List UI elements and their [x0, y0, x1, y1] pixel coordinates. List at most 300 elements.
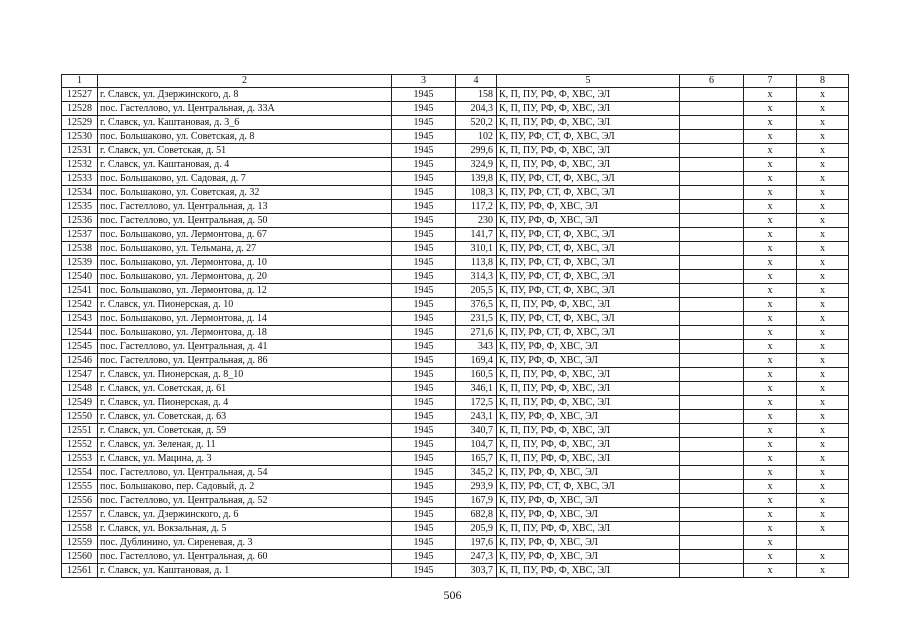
area-cell: 231,5	[456, 312, 497, 326]
area-cell: 230	[456, 214, 497, 228]
area-cell: 139,8	[456, 172, 497, 186]
table-row	[62, 438, 849, 452]
year-cell: 1945	[392, 340, 456, 354]
record-number-cell: 12558	[62, 522, 98, 536]
address-cell: г. Славск, ул. Дзержинского, д. 8	[98, 88, 392, 102]
column-7-cell: х	[744, 158, 797, 172]
table-row	[62, 424, 849, 438]
column-7-cell: х	[744, 116, 797, 130]
column-6-cell	[680, 424, 744, 438]
column-8-cell: х	[797, 480, 849, 494]
record-number-cell: 12560	[62, 550, 98, 564]
column-header: 5	[497, 75, 680, 88]
table-row	[62, 340, 849, 354]
area-cell: 205,5	[456, 284, 497, 298]
address-cell: пос. Дублинино, ул. Сиреневая, д. 3	[98, 536, 392, 550]
address-cell: пос. Гастеллово, ул. Центральная, д. 60	[98, 550, 392, 564]
table-row	[62, 564, 849, 578]
table-row	[62, 186, 849, 200]
column-8-cell: х	[797, 340, 849, 354]
column-6-cell	[680, 172, 744, 186]
area-cell: 293,9	[456, 480, 497, 494]
record-number-cell: 12541	[62, 284, 98, 298]
year-cell: 1945	[392, 508, 456, 522]
year-cell: 1945	[392, 424, 456, 438]
year-cell: 1945	[392, 284, 456, 298]
area-cell: 343	[456, 340, 497, 354]
column-7-cell: х	[744, 508, 797, 522]
column-8-cell: х	[797, 452, 849, 466]
table-row	[62, 102, 849, 116]
column-7-cell: х	[744, 130, 797, 144]
column-7-cell: х	[744, 340, 797, 354]
address-cell: пос. Гастеллово, ул. Центральная, д. 41	[98, 340, 392, 354]
column-7-cell: х	[744, 172, 797, 186]
area-cell: 520,2	[456, 116, 497, 130]
address-cell: пос. Большаково, ул. Лермонтова, д. 20	[98, 270, 392, 284]
year-cell: 1945	[392, 228, 456, 242]
record-number-cell: 12550	[62, 410, 98, 424]
year-cell: 1945	[392, 312, 456, 326]
column-7-cell: х	[744, 214, 797, 228]
codes-cell: К, ПУ, РФ, СТ, Ф, ХВС, ЭЛ	[497, 270, 680, 284]
codes-cell: К, П, ПУ, РФ, Ф, ХВС, ЭЛ	[497, 564, 680, 578]
column-6-cell	[680, 410, 744, 424]
column-8-cell: х	[797, 172, 849, 186]
column-7-cell: х	[744, 466, 797, 480]
area-cell: 346,1	[456, 382, 497, 396]
address-cell: пос. Большаково, ул. Советская, д. 32	[98, 186, 392, 200]
area-cell: 324,9	[456, 158, 497, 172]
table-row	[62, 214, 849, 228]
column-6-cell	[680, 522, 744, 536]
table-row	[62, 550, 849, 564]
year-cell: 1945	[392, 88, 456, 102]
table-row	[62, 284, 849, 298]
column-8-cell: х	[797, 214, 849, 228]
address-cell: пос. Большаково, ул. Лермонтова, д. 67	[98, 228, 392, 242]
column-7-cell: х	[744, 494, 797, 508]
table-row	[62, 256, 849, 270]
year-cell: 1945	[392, 536, 456, 550]
codes-cell: К, П, ПУ, РФ, Ф, ХВС, ЭЛ	[497, 102, 680, 116]
address-cell: г. Славск, ул. Зеленая, д. 11	[98, 438, 392, 452]
record-number-cell: 12549	[62, 396, 98, 410]
year-cell: 1945	[392, 172, 456, 186]
address-cell: г. Славск, ул. Каштановая, д. 4	[98, 158, 392, 172]
area-cell: 141,7	[456, 228, 497, 242]
column-8-cell: х	[797, 396, 849, 410]
column-8-cell: х	[797, 242, 849, 256]
column-6-cell	[680, 242, 744, 256]
codes-cell: К, ПУ, РФ, СТ, Ф, ХВС, ЭЛ	[497, 284, 680, 298]
address-cell: пос. Большаково, ул. Лермонтова, д. 14	[98, 312, 392, 326]
year-cell: 1945	[392, 382, 456, 396]
column-8-cell: х	[797, 102, 849, 116]
area-cell: 204,3	[456, 102, 497, 116]
record-number-cell: 12536	[62, 214, 98, 228]
column-7-cell: х	[744, 438, 797, 452]
codes-cell: К, ПУ, РФ, Ф, ХВС, ЭЛ	[497, 508, 680, 522]
column-6-cell	[680, 564, 744, 578]
column-7-cell: х	[744, 88, 797, 102]
codes-cell: К, ПУ, РФ, СТ, Ф, ХВС, ЭЛ	[497, 186, 680, 200]
table-row	[62, 508, 849, 522]
column-6-cell	[680, 508, 744, 522]
column-8-cell: х	[797, 130, 849, 144]
year-cell: 1945	[392, 438, 456, 452]
column-8-cell: х	[797, 298, 849, 312]
record-number-cell: 12559	[62, 536, 98, 550]
record-number-cell: 12533	[62, 172, 98, 186]
codes-cell: К, ПУ, РФ, СТ, Ф, ХВС, ЭЛ	[497, 312, 680, 326]
column-7-cell: х	[744, 102, 797, 116]
area-cell: 160,5	[456, 368, 497, 382]
codes-cell: К, ПУ, РФ, Ф, ХВС, ЭЛ	[497, 410, 680, 424]
codes-cell: К, П, ПУ, РФ, Ф, ХВС, ЭЛ	[497, 158, 680, 172]
area-cell: 113,8	[456, 256, 497, 270]
column-7-cell: х	[744, 368, 797, 382]
column-7-cell: х	[744, 256, 797, 270]
column-6-cell	[680, 452, 744, 466]
column-8-cell: х	[797, 438, 849, 452]
year-cell: 1945	[392, 144, 456, 158]
column-6-cell	[680, 494, 744, 508]
column-8-cell: х	[797, 564, 849, 578]
column-7-cell: х	[744, 480, 797, 494]
table-row	[62, 144, 849, 158]
table-row	[62, 158, 849, 172]
codes-cell: К, П, ПУ, РФ, Ф, ХВС, ЭЛ	[497, 382, 680, 396]
year-cell: 1945	[392, 298, 456, 312]
column-6-cell	[680, 228, 744, 242]
column-6-cell	[680, 326, 744, 340]
record-number-cell: 12535	[62, 200, 98, 214]
record-number-cell: 12537	[62, 228, 98, 242]
record-number-cell: 12552	[62, 438, 98, 452]
table-body	[62, 75, 849, 578]
column-7-cell: х	[744, 424, 797, 438]
column-7-cell: х	[744, 326, 797, 340]
column-7-cell: х	[744, 144, 797, 158]
codes-cell: К, ПУ, РФ, СТ, Ф, ХВС, ЭЛ	[497, 480, 680, 494]
table-row	[62, 410, 849, 424]
codes-cell: К, ПУ, РФ, Ф, ХВС, ЭЛ	[497, 200, 680, 214]
column-6-cell	[680, 102, 744, 116]
column-header: 1	[62, 75, 98, 88]
codes-cell: К, ПУ, РФ, Ф, ХВС, ЭЛ	[497, 340, 680, 354]
area-cell: 243,1	[456, 410, 497, 424]
year-cell: 1945	[392, 326, 456, 340]
column-7-cell: х	[744, 522, 797, 536]
column-6-cell	[680, 354, 744, 368]
column-6-cell	[680, 256, 744, 270]
column-6-cell	[680, 116, 744, 130]
column-8-cell: х	[797, 326, 849, 340]
address-cell: пос. Большаково, пер. Садовый, д. 2	[98, 480, 392, 494]
table-row	[62, 88, 849, 102]
column-8-cell: х	[797, 354, 849, 368]
column-header: 6	[680, 75, 744, 88]
column-6-cell	[680, 368, 744, 382]
address-cell: пос. Большаково, ул. Садовая, д. 7	[98, 172, 392, 186]
year-cell: 1945	[392, 368, 456, 382]
area-cell: 310,1	[456, 242, 497, 256]
codes-cell: К, П, ПУ, РФ, Ф, ХВС, ЭЛ	[497, 88, 680, 102]
column-6-cell	[680, 298, 744, 312]
table-row	[62, 242, 849, 256]
codes-cell: К, ПУ, РФ, СТ, Ф, ХВС, ЭЛ	[497, 326, 680, 340]
table-row	[62, 522, 849, 536]
area-cell: 172,5	[456, 396, 497, 410]
year-cell: 1945	[392, 186, 456, 200]
column-6-cell	[680, 130, 744, 144]
year-cell: 1945	[392, 214, 456, 228]
column-8-cell: х	[797, 466, 849, 480]
header-row	[62, 75, 849, 88]
address-cell: г. Славск, ул. Пионерская, д. 4	[98, 396, 392, 410]
column-6-cell	[680, 480, 744, 494]
table-row	[62, 270, 849, 284]
column-6-cell	[680, 550, 744, 564]
area-cell: 205,9	[456, 522, 497, 536]
area-cell: 299,6	[456, 144, 497, 158]
column-8-cell: х	[797, 270, 849, 284]
column-8-cell: х	[797, 158, 849, 172]
column-7-cell: х	[744, 564, 797, 578]
record-number-cell: 12554	[62, 466, 98, 480]
area-cell: 169,4	[456, 354, 497, 368]
codes-cell: К, ПУ, РФ, Ф, ХВС, ЭЛ	[497, 536, 680, 550]
column-header: 7	[744, 75, 797, 88]
address-cell: г. Славск, ул. Советская, д. 61	[98, 382, 392, 396]
column-6-cell	[680, 382, 744, 396]
address-cell: г. Славск, ул. Вокзальная, д. 5	[98, 522, 392, 536]
address-cell: пос. Большаково, ул. Лермонтова, д. 10	[98, 256, 392, 270]
column-7-cell: х	[744, 270, 797, 284]
codes-cell: К, ПУ, РФ, Ф, ХВС, ЭЛ	[497, 354, 680, 368]
column-7-cell: х	[744, 298, 797, 312]
area-cell: 165,7	[456, 452, 497, 466]
column-7-cell: х	[744, 354, 797, 368]
year-cell: 1945	[392, 410, 456, 424]
year-cell: 1945	[392, 242, 456, 256]
column-7-cell: х	[744, 242, 797, 256]
column-6-cell	[680, 158, 744, 172]
codes-cell: К, П, ПУ, РФ, Ф, ХВС, ЭЛ	[497, 522, 680, 536]
area-cell: 682,8	[456, 508, 497, 522]
record-number-cell: 12551	[62, 424, 98, 438]
area-cell: 247,3	[456, 550, 497, 564]
area-cell: 314,3	[456, 270, 497, 284]
address-cell: г. Славск, ул. Каштановая, д. 3_6	[98, 116, 392, 130]
address-cell: г. Славск, ул. Дзержинского, д. 6	[98, 508, 392, 522]
address-cell: пос. Гастеллово, ул. Центральная, д. 50	[98, 214, 392, 228]
record-number-cell: 12555	[62, 480, 98, 494]
address-cell: г. Славск, ул. Советская, д. 51	[98, 144, 392, 158]
column-8-cell: х	[797, 200, 849, 214]
record-number-cell: 12557	[62, 508, 98, 522]
codes-cell: К, ПУ, РФ, СТ, Ф, ХВС, ЭЛ	[497, 172, 680, 186]
record-number-cell: 12538	[62, 242, 98, 256]
record-number-cell: 12528	[62, 102, 98, 116]
record-number-cell: 12561	[62, 564, 98, 578]
column-7-cell: х	[744, 228, 797, 242]
column-6-cell	[680, 186, 744, 200]
column-8-cell: х	[797, 228, 849, 242]
housing-register-table	[61, 74, 849, 578]
record-number-cell: 12542	[62, 298, 98, 312]
address-cell: пос. Большаково, ул. Лермонтова, д. 18	[98, 326, 392, 340]
address-cell: пос. Большаково, ул. Советская, д. 8	[98, 130, 392, 144]
codes-cell: К, П, ПУ, РФ, Ф, ХВС, ЭЛ	[497, 116, 680, 130]
record-number-cell: 12553	[62, 452, 98, 466]
record-number-cell: 12540	[62, 270, 98, 284]
address-cell: г. Славск, ул. Советская, д. 59	[98, 424, 392, 438]
table-row	[62, 480, 849, 494]
column-7-cell: х	[744, 382, 797, 396]
record-number-cell: 12531	[62, 144, 98, 158]
column-6-cell	[680, 284, 744, 298]
codes-cell: К, ПУ, РФ, СТ, Ф, ХВС, ЭЛ	[497, 228, 680, 242]
column-7-cell: х	[744, 312, 797, 326]
column-8-cell: х	[797, 256, 849, 270]
area-cell: 102	[456, 130, 497, 144]
column-8-cell: х	[797, 312, 849, 326]
record-number-cell: 12539	[62, 256, 98, 270]
table-row	[62, 312, 849, 326]
column-8-cell: х	[797, 144, 849, 158]
record-number-cell: 12545	[62, 340, 98, 354]
column-8-cell: х	[797, 410, 849, 424]
column-8-cell: х	[797, 284, 849, 298]
year-cell: 1945	[392, 550, 456, 564]
year-cell: 1945	[392, 102, 456, 116]
area-cell: 340,7	[456, 424, 497, 438]
codes-cell: К, ПУ, РФ, Ф, ХВС, ЭЛ	[497, 466, 680, 480]
column-6-cell	[680, 396, 744, 410]
area-cell: 345,2	[456, 466, 497, 480]
area-cell: 104,7	[456, 438, 497, 452]
record-number-cell: 12547	[62, 368, 98, 382]
column-7-cell: х	[744, 536, 797, 550]
codes-cell: К, П, ПУ, РФ, Ф, ХВС, ЭЛ	[497, 144, 680, 158]
year-cell: 1945	[392, 564, 456, 578]
year-cell: 1945	[392, 480, 456, 494]
column-8-cell: х	[797, 186, 849, 200]
area-cell: 376,5	[456, 298, 497, 312]
table-row	[62, 452, 849, 466]
record-number-cell: 12527	[62, 88, 98, 102]
record-number-cell: 12529	[62, 116, 98, 130]
codes-cell: К, П, ПУ, РФ, Ф, ХВС, ЭЛ	[497, 396, 680, 410]
table-row	[62, 494, 849, 508]
area-cell: 303,7	[456, 564, 497, 578]
codes-cell: К, П, ПУ, РФ, Ф, ХВС, ЭЛ	[497, 438, 680, 452]
codes-cell: К, П, ПУ, РФ, Ф, ХВС, ЭЛ	[497, 424, 680, 438]
table-row	[62, 396, 849, 410]
year-cell: 1945	[392, 116, 456, 130]
codes-cell: К, ПУ, РФ, Ф, ХВС, ЭЛ	[497, 214, 680, 228]
page-number: 506	[443, 588, 462, 602]
area-cell: 158	[456, 88, 497, 102]
column-7-cell: х	[744, 410, 797, 424]
address-cell: пос. Гастеллово, ул. Центральная, д. 13	[98, 200, 392, 214]
area-cell: 167,9	[456, 494, 497, 508]
table-row	[62, 326, 849, 340]
column-6-cell	[680, 270, 744, 284]
column-8-cell: х	[797, 424, 849, 438]
year-cell: 1945	[392, 494, 456, 508]
codes-cell: К, ПУ, РФ, СТ, Ф, ХВС, ЭЛ	[497, 130, 680, 144]
year-cell: 1945	[392, 466, 456, 480]
column-8-cell: х	[797, 522, 849, 536]
record-number-cell: 12544	[62, 326, 98, 340]
table-row	[62, 172, 849, 186]
address-cell: пос. Большаково, ул. Тельмана, д. 27	[98, 242, 392, 256]
column-8-cell: х	[797, 88, 849, 102]
column-6-cell	[680, 340, 744, 354]
address-cell: пос. Большаково, ул. Лермонтова, д. 12	[98, 284, 392, 298]
year-cell: 1945	[392, 270, 456, 284]
column-6-cell	[680, 214, 744, 228]
address-cell: г. Славск, ул. Мацина, д. 3	[98, 452, 392, 466]
record-number-cell: 12530	[62, 130, 98, 144]
table-row	[62, 368, 849, 382]
column-8-cell: х	[797, 116, 849, 130]
codes-cell: К, П, ПУ, РФ, Ф, ХВС, ЭЛ	[497, 452, 680, 466]
table-row	[62, 466, 849, 480]
address-cell: г. Славск, ул. Советская, д. 63	[98, 410, 392, 424]
column-7-cell: х	[744, 396, 797, 410]
year-cell: 1945	[392, 158, 456, 172]
table-row	[62, 354, 849, 368]
column-6-cell	[680, 200, 744, 214]
column-header: 2	[98, 75, 392, 88]
table-row	[62, 298, 849, 312]
table-row	[62, 130, 849, 144]
column-header: 4	[456, 75, 497, 88]
column-6-cell	[680, 144, 744, 158]
area-cell: 197,6	[456, 536, 497, 550]
codes-cell: К, П, ПУ, РФ, Ф, ХВС, ЭЛ	[497, 368, 680, 382]
year-cell: 1945	[392, 396, 456, 410]
address-cell: г. Славск, ул. Пионерская, д. 8_10	[98, 368, 392, 382]
codes-cell: К, П, ПУ, РФ, Ф, ХВС, ЭЛ	[497, 298, 680, 312]
codes-cell: К, ПУ, РФ, СТ, Ф, ХВС, ЭЛ	[497, 256, 680, 270]
record-number-cell: 12546	[62, 354, 98, 368]
codes-cell: К, ПУ, РФ, Ф, ХВС, ЭЛ	[497, 494, 680, 508]
column-6-cell	[680, 438, 744, 452]
column-6-cell	[680, 312, 744, 326]
area-cell: 117,2	[456, 200, 497, 214]
year-cell: 1945	[392, 200, 456, 214]
column-8-cell: х	[797, 508, 849, 522]
column-8-cell: х	[797, 368, 849, 382]
area-cell: 271,6	[456, 326, 497, 340]
table-row	[62, 382, 849, 396]
record-number-cell: 12548	[62, 382, 98, 396]
column-8-cell: х	[797, 494, 849, 508]
address-cell: пос. Гастеллово, ул. Центральная, д. 52	[98, 494, 392, 508]
record-number-cell: 12556	[62, 494, 98, 508]
address-cell: пос. Гастеллово, ул. Центральная, д. 33А	[98, 102, 392, 116]
column-7-cell: х	[744, 284, 797, 298]
year-cell: 1945	[392, 354, 456, 368]
codes-cell: К, ПУ, РФ, Ф, ХВС, ЭЛ	[497, 550, 680, 564]
column-8-cell: х	[797, 382, 849, 396]
table-row	[62, 228, 849, 242]
